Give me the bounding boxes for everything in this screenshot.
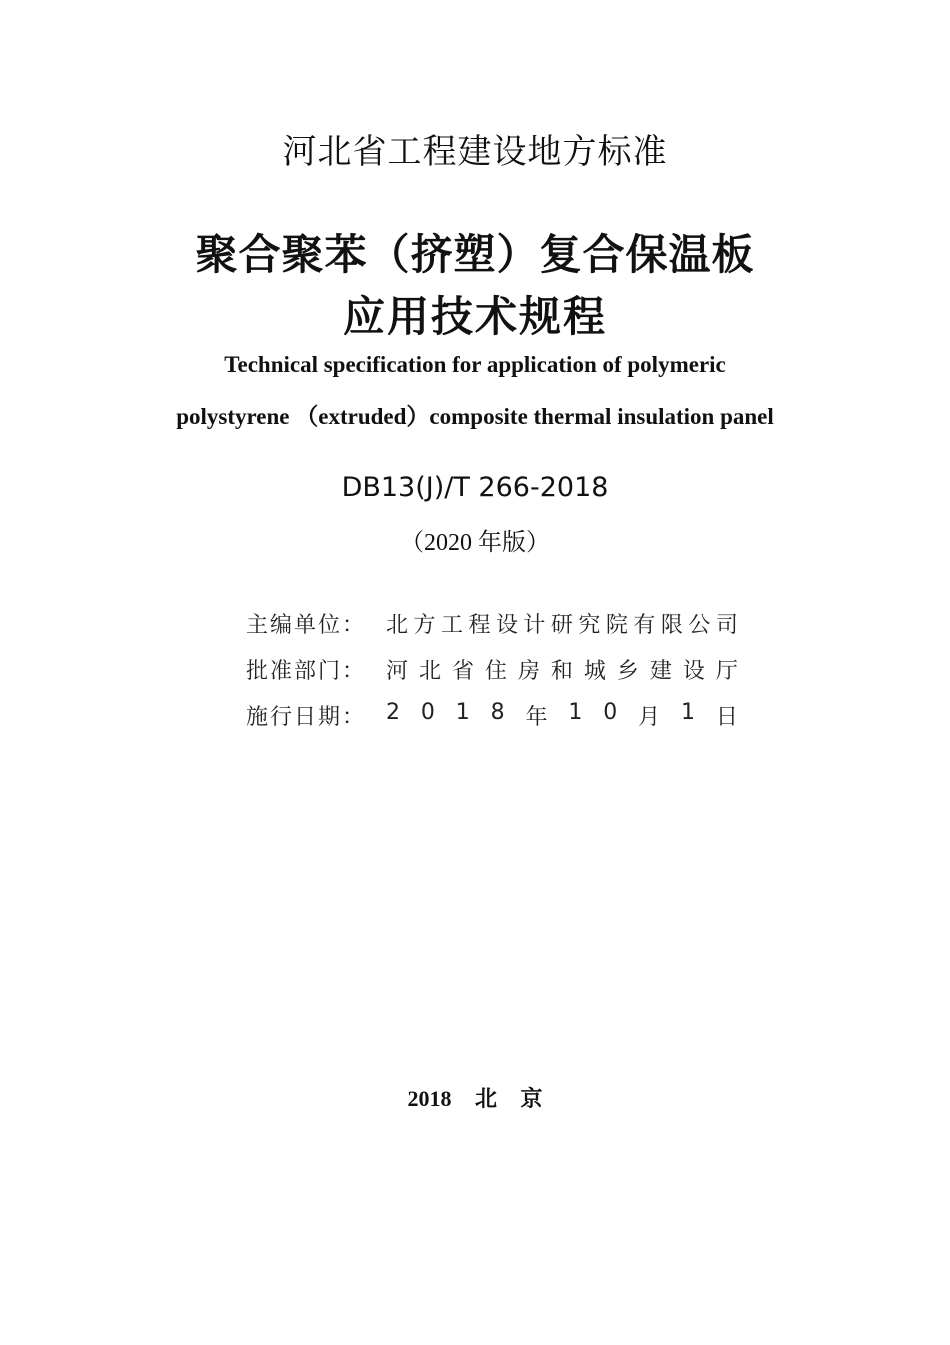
- info-char: 设: [682, 658, 705, 684]
- info-char: 限: [660, 612, 683, 638]
- info-char: 建: [649, 658, 672, 684]
- info-char: 乡: [616, 658, 639, 684]
- info-char: 研: [550, 612, 573, 638]
- main-title-line-1: 聚合聚苯（挤塑）复合保温板: [195, 230, 755, 279]
- info-char: 1: [455, 699, 470, 725]
- info-char: 住: [484, 658, 507, 684]
- imprint: [0, 1082, 950, 1113]
- info-value: [386, 608, 738, 639]
- edition-note: （2020 年版）: [400, 530, 550, 556]
- info-char: 1: [568, 699, 583, 725]
- info-char: 公: [688, 612, 711, 638]
- info-char: 设: [495, 612, 518, 638]
- info-char: 院: [605, 612, 628, 638]
- main-title-line-2: 应用技术规程: [342, 292, 607, 341]
- info-char: 年: [525, 704, 548, 730]
- info-char: 8: [490, 699, 505, 725]
- info-char: 月: [638, 704, 661, 730]
- info-char: 北: [418, 658, 441, 684]
- standard-code: DB13(J)/T 266-2018: [341, 472, 609, 503]
- info-char: 究: [578, 612, 601, 638]
- info-table: [246, 600, 746, 738]
- info-char: 有: [633, 612, 656, 638]
- info-char: 日: [715, 704, 738, 730]
- info-char: 省: [451, 658, 474, 684]
- imprint-city: 北 京: [474, 1086, 543, 1111]
- info-char: 方: [413, 612, 436, 638]
- info-value: [386, 700, 738, 731]
- info-row-effective-date: [246, 692, 746, 738]
- info-char: 2: [386, 699, 400, 725]
- info-char: 1: [681, 699, 696, 725]
- info-char: 司: [715, 612, 738, 638]
- info-char: 程: [468, 612, 491, 638]
- info-label: 主编单位：: [246, 612, 367, 638]
- info-char: 0: [420, 699, 435, 725]
- info-char: 和: [550, 658, 573, 684]
- info-char: 计: [523, 612, 546, 638]
- info-char: 城: [583, 658, 606, 684]
- info-row-editor: [246, 600, 746, 646]
- english-title-line-2: polystyrene （extruded）composite thermal insulation panel: [176, 404, 774, 429]
- info-char: 北: [386, 612, 409, 638]
- info-char: 0: [603, 699, 618, 725]
- info-label: 施行日期：: [246, 704, 367, 730]
- info-char: 厅: [715, 658, 738, 684]
- info-char: 河: [386, 658, 409, 684]
- info-char: 工: [440, 612, 463, 638]
- info-row-approver: [246, 646, 746, 692]
- series-title: 河北省工程建设地方标准: [282, 132, 668, 172]
- imprint-year: 2018: [407, 1086, 452, 1111]
- info-value: [386, 654, 738, 685]
- english-title-line-1: Technical specification for application of polymeric: [224, 352, 726, 377]
- info-char: 房: [517, 658, 540, 684]
- info-label: 批准部门：: [246, 658, 367, 684]
